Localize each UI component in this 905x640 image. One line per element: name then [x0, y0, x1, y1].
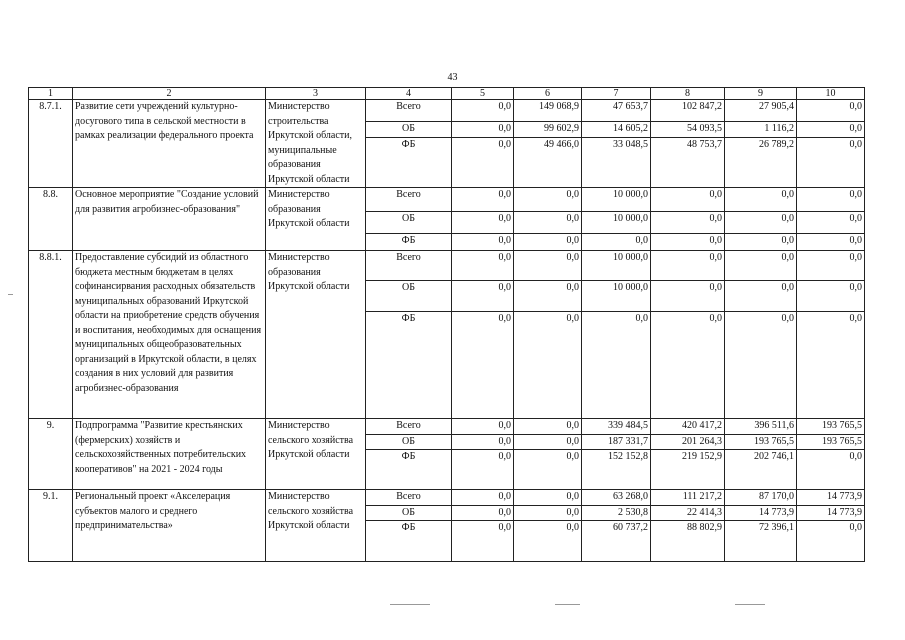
- funding-source: ФБ: [366, 138, 452, 188]
- funding-source: Всего: [366, 251, 452, 281]
- amount-cell: 54 093,5: [651, 121, 725, 137]
- amount-cell: 0,0: [582, 312, 651, 419]
- amount-cell: 0,0: [582, 234, 651, 251]
- amount-cell: 99 602,9: [514, 121, 582, 137]
- funding-source: ОБ: [366, 281, 452, 312]
- amount-cell: 14 773,9: [725, 505, 797, 521]
- column-header-row: [29, 88, 865, 100]
- amount-cell: 10 000,0: [582, 188, 651, 212]
- amount-cell: 0,0: [452, 188, 514, 212]
- amount-cell: 0,0: [514, 419, 582, 435]
- amount-cell: 0,0: [452, 234, 514, 251]
- amount-cell: 339 484,5: [582, 419, 651, 435]
- amount-cell: 152 152,8: [582, 450, 651, 490]
- amount-cell: 149 068,9: [514, 100, 582, 122]
- funding-source: ФБ: [366, 234, 452, 251]
- amount-cell: 0,0: [725, 251, 797, 281]
- amount-cell: 0,0: [797, 188, 865, 212]
- amount-cell: 0,0: [725, 212, 797, 234]
- funding-source: ОБ: [366, 505, 452, 521]
- amount-cell: 14 773,9: [797, 490, 865, 506]
- column-header: 4: [366, 88, 452, 100]
- amount-cell: 0,0: [651, 312, 725, 419]
- amount-cell: 26 789,2: [725, 138, 797, 188]
- funding-source: ОБ: [366, 434, 452, 450]
- amount-cell: 193 765,5: [797, 434, 865, 450]
- amount-cell: 0,0: [797, 281, 865, 312]
- amount-cell: 0,0: [725, 312, 797, 419]
- amount-cell: 0,0: [797, 312, 865, 419]
- amount-cell: 102 847,2: [651, 100, 725, 122]
- table-row: [29, 490, 865, 506]
- amount-cell: 0,0: [797, 121, 865, 137]
- row-number: 8.8.1.: [29, 251, 73, 419]
- scan-speck: [555, 604, 580, 605]
- activity-name: Предоставление субсидий из областного бюджета местным бюджетам в целях софинансирвания расходных обязательств муниципальных образований Иркутской области на приобретение средств обучения и воспитания, необходимых для оснащения муниципальных общеобразовательных организаций в Иркутской области, в целях создания в них условий для развития агробизнес-образования: [73, 251, 266, 419]
- amount-cell: 0,0: [651, 281, 725, 312]
- column-header: 6: [514, 88, 582, 100]
- amount-cell: 0,0: [514, 234, 582, 251]
- amount-cell: 0,0: [797, 251, 865, 281]
- amount-cell: 0,0: [651, 234, 725, 251]
- funding-source: Всего: [366, 490, 452, 506]
- amount-cell: 0,0: [797, 138, 865, 188]
- funding-source: Всего: [366, 188, 452, 212]
- page-number: 43: [447, 72, 458, 83]
- amount-cell: 0,0: [452, 251, 514, 281]
- amount-cell: 0,0: [514, 434, 582, 450]
- row-number: 8.8.: [29, 188, 73, 251]
- amount-cell: 193 765,5: [797, 419, 865, 435]
- amount-cell: 111 217,2: [651, 490, 725, 506]
- executor: Министерство образования Иркутской области: [266, 188, 366, 251]
- amount-cell: 396 511,6: [725, 419, 797, 435]
- amount-cell: 10 000,0: [582, 212, 651, 234]
- amount-cell: 0,0: [514, 450, 582, 490]
- table-row: [29, 188, 865, 212]
- column-header: 2: [73, 88, 266, 100]
- column-header: 7: [582, 88, 651, 100]
- amount-cell: 193 765,5: [725, 434, 797, 450]
- executor: Министерство сельского хозяйства Иркутской области: [266, 419, 366, 490]
- amount-cell: 420 417,2: [651, 419, 725, 435]
- scan-speck: [390, 604, 430, 605]
- amount-cell: 33 048,5: [582, 138, 651, 188]
- amount-cell: 0,0: [514, 312, 582, 419]
- amount-cell: 0,0: [452, 505, 514, 521]
- amount-cell: 27 905,4: [725, 100, 797, 122]
- amount-cell: 0,0: [452, 312, 514, 419]
- amount-cell: 0,0: [651, 188, 725, 212]
- amount-cell: 2 530,8: [582, 505, 651, 521]
- amount-cell: 0,0: [452, 490, 514, 506]
- amount-cell: 47 653,7: [582, 100, 651, 122]
- amount-cell: 0,0: [452, 100, 514, 122]
- executor: Министерство сельского хозяйства Иркутской области: [266, 490, 366, 562]
- amount-cell: 0,0: [797, 234, 865, 251]
- amount-cell: 0,0: [797, 100, 865, 122]
- amount-cell: 0,0: [725, 188, 797, 212]
- table-row: [29, 419, 865, 435]
- amount-cell: 202 746,1: [725, 450, 797, 490]
- amount-cell: 88 802,9: [651, 521, 725, 562]
- amount-cell: 219 152,9: [651, 450, 725, 490]
- amount-cell: 87 170,0: [725, 490, 797, 506]
- activity-name: Развитие сети учреждений культурно-досугового типа в сельской местности в рамках реализации федерального проекта: [73, 100, 266, 188]
- funding-source: ФБ: [366, 450, 452, 490]
- amount-cell: 0,0: [725, 281, 797, 312]
- amount-cell: 187 331,7: [582, 434, 651, 450]
- column-header: 3: [266, 88, 366, 100]
- row-number: 8.7.1.: [29, 100, 73, 188]
- column-header: 10: [797, 88, 865, 100]
- funding-source: Всего: [366, 419, 452, 435]
- amount-cell: 0,0: [651, 251, 725, 281]
- amount-cell: 0,0: [452, 450, 514, 490]
- scan-speck: [735, 604, 765, 605]
- table-row: [29, 100, 865, 122]
- executor: Министерство образования Иркутской области: [266, 251, 366, 419]
- amount-cell: 14 605,2: [582, 121, 651, 137]
- funding-source: ОБ: [366, 121, 452, 137]
- amount-cell: 0,0: [797, 450, 865, 490]
- amount-cell: 0,0: [797, 521, 865, 562]
- amount-cell: 0,0: [514, 505, 582, 521]
- executor: Министерство строительства Иркутской области, муниципальные образования Иркутской области: [266, 100, 366, 188]
- amount-cell: 0,0: [725, 234, 797, 251]
- amount-cell: 72 396,1: [725, 521, 797, 562]
- activity-name: Основное мероприятие "Создание условий для развития агробизнес-образования": [73, 188, 266, 251]
- amount-cell: 22 414,3: [651, 505, 725, 521]
- amount-cell: 48 753,7: [651, 138, 725, 188]
- amount-cell: 10 000,0: [582, 251, 651, 281]
- amount-cell: 0,0: [452, 121, 514, 137]
- amount-cell: 0,0: [514, 281, 582, 312]
- amount-cell: 0,0: [514, 521, 582, 562]
- amount-cell: 0,0: [452, 521, 514, 562]
- amount-cell: 0,0: [651, 212, 725, 234]
- budget-table: [28, 87, 865, 562]
- amount-cell: 14 773,9: [797, 505, 865, 521]
- row-number: 9.1.: [29, 490, 73, 562]
- amount-cell: 0,0: [452, 138, 514, 188]
- amount-cell: 0,0: [797, 212, 865, 234]
- column-header: 5: [452, 88, 514, 100]
- column-header: 8: [651, 88, 725, 100]
- amount-cell: 60 737,2: [582, 521, 651, 562]
- amount-cell: 10 000,0: [582, 281, 651, 312]
- activity-name: Региональный проект «Акселерация субъектов малого и среднего предпринимательства»: [73, 490, 266, 562]
- scan-speck: [8, 294, 13, 295]
- amount-cell: 0,0: [452, 281, 514, 312]
- amount-cell: 0,0: [452, 212, 514, 234]
- funding-source: ФБ: [366, 521, 452, 562]
- amount-cell: 0,0: [452, 434, 514, 450]
- amount-cell: 49 466,0: [514, 138, 582, 188]
- amount-cell: 0,0: [514, 490, 582, 506]
- row-number: 9.: [29, 419, 73, 490]
- column-header: 1: [29, 88, 73, 100]
- amount-cell: 0,0: [452, 419, 514, 435]
- funding-source: ОБ: [366, 212, 452, 234]
- amount-cell: 0,0: [514, 212, 582, 234]
- table-row: [29, 251, 865, 281]
- funding-source: Всего: [366, 100, 452, 122]
- amount-cell: 0,0: [514, 251, 582, 281]
- amount-cell: 201 264,3: [651, 434, 725, 450]
- amount-cell: 1 116,2: [725, 121, 797, 137]
- amount-cell: 63 268,0: [582, 490, 651, 506]
- activity-name: Подпрограмма "Развитие крестьянских (фермерских) хозяйств и сельскохозяйственных потребительских кооперативов" на 2021 - 2024 годы: [73, 419, 266, 490]
- funding-source: ФБ: [366, 312, 452, 419]
- amount-cell: 0,0: [514, 188, 582, 212]
- column-header: 9: [725, 88, 797, 100]
